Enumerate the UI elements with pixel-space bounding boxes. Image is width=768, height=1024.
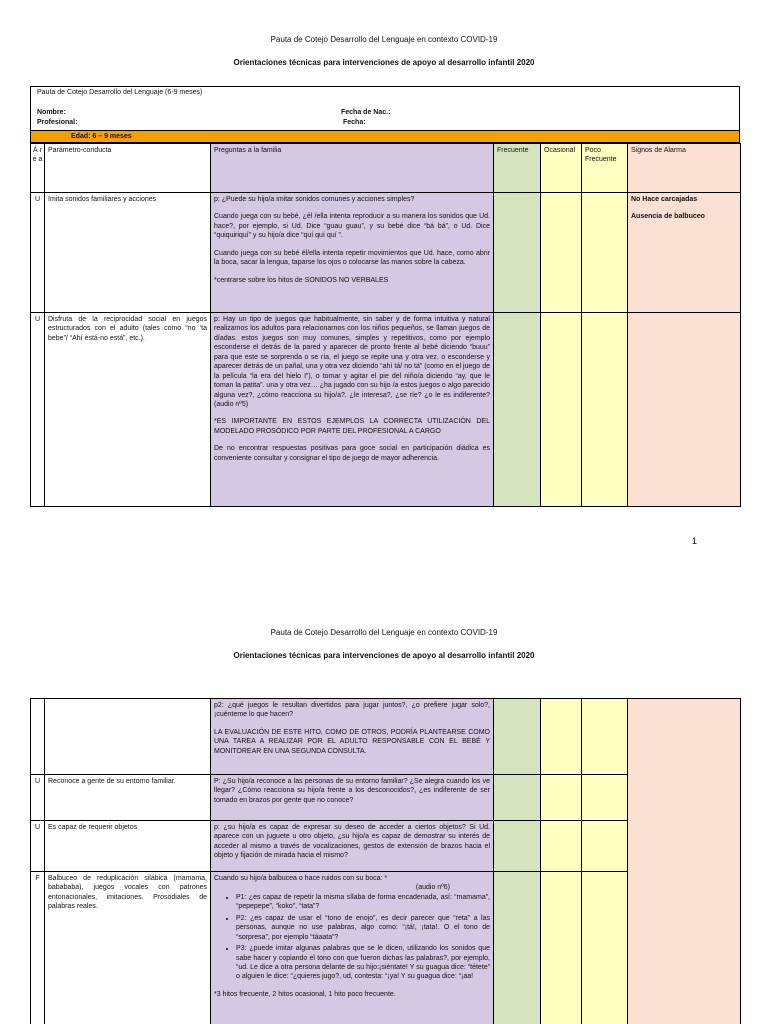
table-row xyxy=(31,193,741,313)
page2-header xyxy=(0,628,768,660)
area-cell: U xyxy=(31,193,45,313)
frecuente-cell[interactable] xyxy=(494,313,541,507)
alarm-sign: No Hace carcajadas xyxy=(631,196,698,203)
list-item: • P2: ¿es capaz de usar el “tono de enojo”, es decir parecer que “reta” a las personas, aunque no use palabras, algo como: “¡tá!, ¡tata!. O el tono de “sorpresa”, por ejemplo “táaata”? xyxy=(236,914,490,942)
document-title: Pauta de Cotejo Desarrollo del Lenguaje en contexto COVID-19 xyxy=(270,628,498,637)
question-note: *centrarse sobre los hitos de SONIDOS NO VERBALES xyxy=(214,276,389,284)
signos-cell xyxy=(628,313,741,507)
page-number: 1 xyxy=(692,536,698,546)
ocasional-cell[interactable] xyxy=(541,821,582,872)
scoring-note: *3 hitos frecuente, 2 hitos ocasional, 1 hito poco frecuente. xyxy=(214,990,396,998)
preguntas-cell: p: ¿su hijo/a es capaz de expresar su deseo de acceder a ciertos objetos? Si Ud. aparece con un juguete u otro objeto, ¿su hijo/a es capaz de demostrar su interés de acceder al mismo a través de vocalizaciones, gestos de extensión de brazos hacia el objeto y fijación de mirada hacia el mismo? xyxy=(211,821,494,872)
col-signos-alarma: Signos de Alarma xyxy=(628,144,741,193)
document-subtitle: Orientaciones técnicas para intervenciones de apoyo al desarrollo infantil 2020 xyxy=(233,58,535,67)
signos-cell xyxy=(628,193,741,313)
parametro-cell: Imita sonidos familiares y acciones xyxy=(45,193,211,313)
area-cell: U xyxy=(31,775,45,821)
area-cell: U xyxy=(31,313,45,507)
frecuente-cell[interactable] xyxy=(494,821,541,872)
col-poco-frecuente: Poco Frecuente xyxy=(582,144,628,193)
poco-frecuente-cell[interactable] xyxy=(582,821,628,872)
audio-reference: (audio nº6) xyxy=(415,884,450,892)
signos-cell xyxy=(628,699,741,1024)
frecuente-cell[interactable] xyxy=(494,872,541,1024)
table-row xyxy=(31,313,741,507)
frecuente-cell[interactable] xyxy=(494,193,541,313)
poco-frecuente-cell[interactable] xyxy=(582,699,628,775)
ocasional-cell[interactable] xyxy=(541,872,582,1024)
question-text: De no encontrar respuestas positivas para goce social en participación diádica es conveniente consultar y consignar el tipo de juego de mayor adherencia. xyxy=(214,445,490,462)
question-intro: Cuando su hijo/a balbucea o hace ruidos con su boca: * xyxy=(214,875,388,882)
ocasional-cell[interactable] xyxy=(541,193,582,313)
frecuente-cell[interactable] xyxy=(494,775,541,821)
parametro-cell: Balbuceo de reduplicación silábica (mamama, babababa), juegos vocales con patrones entonacionales, imitaciones. Prosodiales de palabras reales. xyxy=(45,872,211,1024)
checklist-table-page2 xyxy=(30,698,740,1024)
col-area: Á r e a xyxy=(31,144,45,193)
question-text: Cuando juega con su bebé él/ella intenta repetir movimientos que Ud. hace, como abrir la boca, sacar la lengua, taparse los ojos o colocarse las manos sobre la cabeza. xyxy=(214,249,490,267)
poco-frecuente-cell[interactable] xyxy=(582,775,628,821)
question-text: p2: ¿qué juegos le resultan divertidos para jugar juntos?, ¿o prefiere jugar solo?, ¡cuénteme lo que hacen? xyxy=(214,702,490,719)
parametro-cell: Disfruta de la reciprocidad social en juegos estructurados con el adulto (tales como “no ‘ta bebe”/ “Ahí está-no está”, etc.). xyxy=(45,313,211,507)
form-title: Pauta de Cotejo Desarrollo del Lenguaje (6-9 meses) xyxy=(37,89,203,96)
form-info-box xyxy=(30,86,740,130)
question-text: Cuando juega con su bebé, ¿él /ella intenta reproducir a su manera los sonidos que Ud. hace?, por ejemplo, si Ud. Dice “guau guau”, y su bebé dice “bá bá”, o Ud. Dice “quiquiriquí” y su hijo/a dice “quí quí quí ”. xyxy=(214,213,490,240)
preguntas-cell: P: ¿Su hijo/a reconoce a las personas de su entorno familiar? ¿Se alegra cuando los ve llegar? ¿Cómo reacciona su hijo/a frente a los desconocidos?, ¿es indiferente de ser tomado en brazos por gente que no conoce? xyxy=(211,775,494,821)
list-item: • P1: ¿es capaz de repetir la misma sílaba de forma encadenada, así: “mamama”, “pepepepe”, “koko”, “tata”? xyxy=(236,893,490,912)
col-frecuente: Frecuente xyxy=(494,144,541,193)
checklist-table-page1 xyxy=(30,86,740,507)
area-cell xyxy=(31,699,45,775)
preguntas-cell xyxy=(211,872,494,1024)
list-item: • P3: ¿puede imitar algunas palabras que se le dicen, utilizando los sonidos que sabe hacer y copiando el tono con que fueron dichas las palabras?, por ejemplo, “ud. Le dice a otra persona delante de su hijo:¡siéntate! Y su guagua dice: “tétete” o alguien le dice: “¿quieres jugo?, ud, contesta: “¡ya! Y su guagua dice: “¡aa! xyxy=(236,944,490,982)
alarm-sign: Ausencia de balbuceo xyxy=(631,213,705,221)
col-preguntas: Preguntas a la familia xyxy=(211,144,494,193)
area-cell: U xyxy=(31,821,45,872)
checklist-grid xyxy=(30,143,741,507)
fecha-label: Fecha: xyxy=(343,119,366,126)
age-range-label: Edad: 6 – 9 meses xyxy=(71,133,132,140)
col-ocasional: Ocasional xyxy=(541,144,582,193)
area-cell: F xyxy=(31,872,45,1024)
document-title: Pauta de Cotejo Desarrollo del Lenguaje en contexto COVID-19 xyxy=(270,35,498,44)
ocasional-cell[interactable] xyxy=(541,699,582,775)
age-range-bar xyxy=(30,130,740,143)
frecuente-cell[interactable] xyxy=(494,699,541,775)
nombre-label: Nombre: xyxy=(37,109,66,116)
fecha-nac-label: Fecha de Nac.: xyxy=(341,109,391,116)
poco-frecuente-cell[interactable] xyxy=(582,872,628,1024)
preguntas-cell xyxy=(211,313,494,507)
page1-header xyxy=(0,35,768,67)
ocasional-cell[interactable] xyxy=(541,775,582,821)
ocasional-cell[interactable] xyxy=(541,313,582,507)
profesional-label: Profesional: xyxy=(37,119,78,126)
column-header-row xyxy=(31,144,741,193)
poco-frecuente-cell[interactable] xyxy=(582,193,628,313)
preguntas-cell xyxy=(211,193,494,313)
table-row xyxy=(31,699,741,775)
parametro-cell: Es capaz de requerir objetos xyxy=(45,821,211,872)
col-parametro: Parámetro-conducta xyxy=(45,144,211,193)
parametro-cell xyxy=(45,699,211,775)
poco-frecuente-cell[interactable] xyxy=(582,313,628,507)
question-text: p: Hay un tipo de juegos que habitualmente, sin saber y de forma intuitiva y natural realizamos los adultos para relacionarnos con los niños pequeños, se llaman juegos de díadas. estos juegos son muy comunes, simples y repetitivos, como por ejemplo esconderse el detrás de la pared y aparecer de pronto frente al bebé diciendo “buuu” para que este se sorprenda o se ría, el juego se repite una y otra vez. o esconderse y aparecer detrás de un pañal, una y otra vez diciendo “ahí tá/ no tá” (como en el juego de la película “la era del hielo I”), o tomar y agitar el pie del niño/a diciendo “ay, que le toman la patita”. una y otra vez… ¿ha jugado con su hijo /a estos juegos o algo parecido alguna vez?, ¿cómo reacciona su hijo/a?, ¿le interesa?, ¿se ríe? ¿o le es indiferente? (audio nº5) xyxy=(214,316,490,408)
question-note: *ES IMPORTANTE EN ESTOS EJEMPLOS LA CORRECTA UTILIZACIÓN DEL MODELADO PROSÓDICO POR PARTE DEL PROFESIONAL A CARGO xyxy=(214,418,490,435)
document-subtitle: Orientaciones técnicas para intervenciones de apoyo al desarrollo infantil 2020 xyxy=(233,651,535,660)
checklist-grid xyxy=(30,698,741,1024)
preguntas-cell xyxy=(211,699,494,775)
question-note: LA EVALUACIÓN DE ESTE HITO, COMO DE OTROS, PODRÍA PLANTEARSE COMO UNA TAREA A REALIZAR POR EL ADULTO RESPONSABLE CON EL BEBÉ Y MONITOREAR EN UNA SEGUNDA CONSULTA. xyxy=(214,728,490,755)
question-text: p: ¿Puede su hijo/a imitar sonidos comunes y acciones simples? xyxy=(214,196,415,203)
parametro-cell: Reconoce a gente de su entorno familiar. xyxy=(45,775,211,821)
question-list xyxy=(236,893,490,982)
